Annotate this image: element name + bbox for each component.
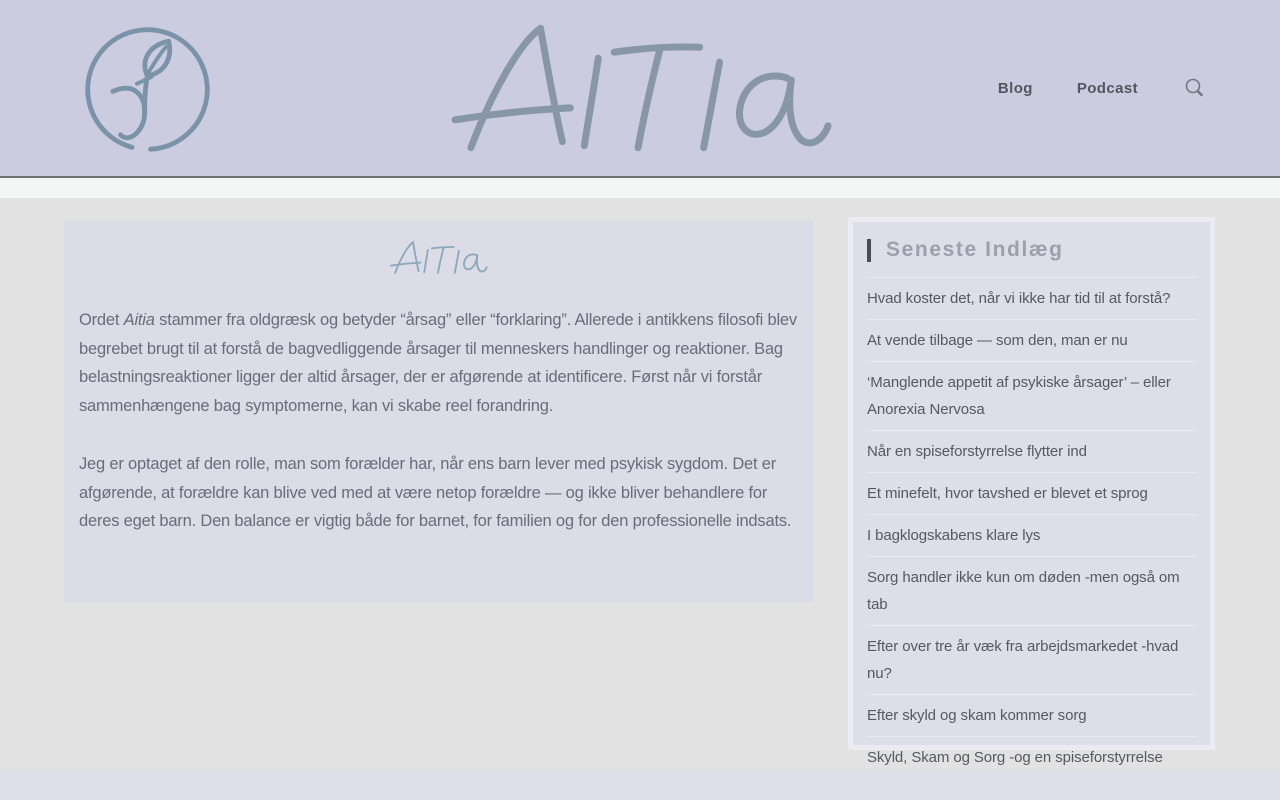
main-nav	[998, 0, 1208, 176]
post-list-item	[867, 278, 1196, 320]
search-icon	[1184, 77, 1206, 99]
post-list-item	[867, 473, 1196, 515]
header-strip	[0, 178, 1280, 198]
recent-posts-list	[867, 277, 1196, 779]
recent-posts-widget	[848, 217, 1215, 766]
nav-item-blog[interactable]: Blog	[997, 79, 1033, 97]
article-card	[64, 220, 813, 603]
title-accent-bar	[867, 239, 871, 262]
post-list-item	[867, 515, 1196, 557]
article-title	[388, 234, 490, 282]
article-paragraph-2: Jeg er optaget af den rolle, man som forælder har, når ens barn lever med psykisk sygdom. Det er afgørende, at forældre kan blive ved med at være netop forældre — og ikke bliver behandlere for deres eget barn. Den balance er vigtig både for barnet, for familien og for den professionelle indsats.	[79, 455, 792, 530]
post-list-item	[867, 362, 1196, 431]
post-link-9[interactable]: Efter skyld og skam kommer sorg	[867, 707, 1087, 724]
post-link-2[interactable]: At vende tilbage — som den, man er nu	[867, 332, 1128, 349]
post-list-item	[867, 557, 1196, 626]
aitia-italic-word: Aitia	[123, 311, 155, 329]
post-link-10[interactable]: Skyld, Skam og Sorg -og en spiseforstyrrelse	[867, 749, 1163, 766]
recent-posts-header	[867, 238, 1196, 262]
recent-posts-title: Seneste Indlæg	[886, 238, 1064, 261]
sprout-logo-icon[interactable]	[80, 21, 215, 158]
post-link-8[interactable]: Efter over tre år væk fra arbejdsmarkedet -hvad nu?	[867, 638, 1179, 682]
post-list-item	[867, 626, 1196, 695]
site-wordmark[interactable]	[453, 20, 831, 160]
nav-item-podcast[interactable]: Podcast	[1076, 79, 1138, 97]
post-link-3[interactable]: ‘Manglende appetit af psykiske årsager’ – eller Anorexia Nervosa	[867, 374, 1171, 418]
post-link-4[interactable]: Når en spiseforstyrrelse flytter ind	[867, 443, 1087, 460]
post-list-item	[867, 695, 1196, 737]
site-header	[0, 0, 1280, 178]
search-button[interactable]	[1182, 75, 1208, 101]
main-area	[0, 198, 1280, 770]
post-link-5[interactable]: Et minefelt, hvor tavshed er blevet et sprog	[867, 485, 1148, 502]
post-link-6[interactable]: I bagklogskabens klare lys	[867, 527, 1041, 544]
post-list-item	[867, 431, 1196, 473]
post-link-1[interactable]: Hvad koster det, når vi ikke har tid til at forstå?	[867, 290, 1171, 307]
post-link-7[interactable]: Sorg handler ikke kun om døden -men også om tab	[867, 569, 1180, 613]
post-list-item	[867, 320, 1196, 362]
site-footer	[0, 770, 1280, 800]
article-paragraph-1: Ordet Aitia stammer fra oldgræsk og betyder “årsag” eller “forklaring”. Allerede i antikkens filosofi blev begrebet brugt til at forstå de bagvedliggende årsager til menneskers handlinger og reaktioner. Bag belastningsreaktioner ligger der altid årsager, der er afgørende at identificere. Først når vi forstår sammenhængene bag symptomerne, kan vi skabe reel forandring.	[79, 311, 797, 415]
article-body	[79, 306, 798, 536]
